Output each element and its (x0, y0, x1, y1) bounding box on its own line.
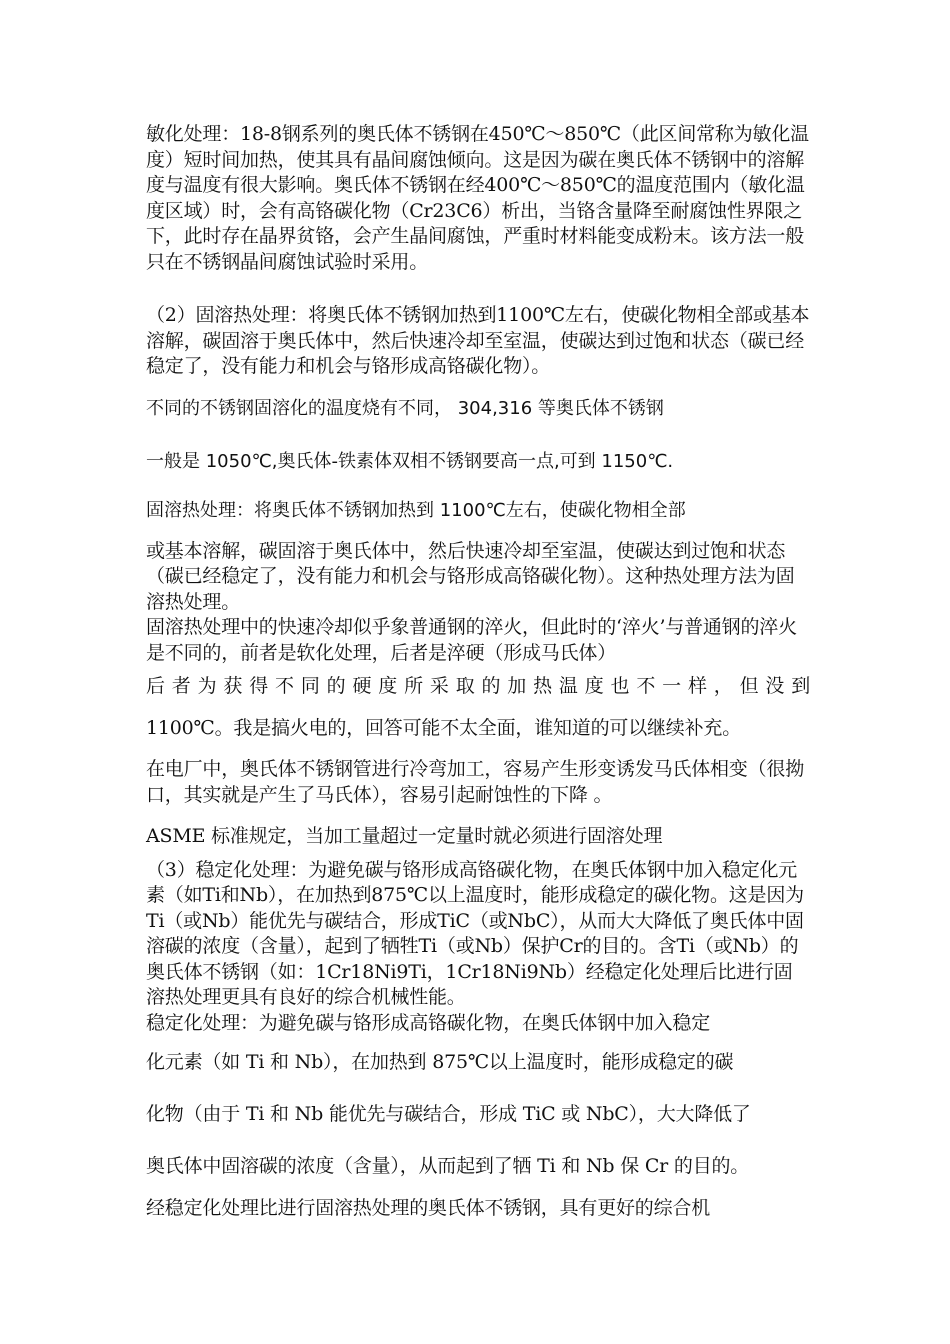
paragraph-thermal-power-note: 1100℃。我是搞火电的，回答可能不太全面，谁知道的可以继续补充。 (146, 716, 742, 739)
paragraph-heating-temperature: 后者为获得不同的硬度所采取的加热温度也不一样，但没到 (146, 675, 810, 697)
paragraph-sensitization: 敏化处理：18-8钢系列的奥氏体不锈钢在450℃～850℃（此区间常称为敏化温度）短时间加热，使其具有晶间腐蚀倾向。这是因为碳在奥氏体不锈钢中的溶解度与温度有很大影响。奥氏体不锈钢在经400℃～850℃的温度范围内（敏化温度区域）时，会有高铬碳化物（Cr23C6）析出，当铬含量降至耐腐蚀性界限之下，此时存在晶界贫铬，会产生晶间腐蚀，严重时材料能变成粉末。该方法一般只在不锈钢晶间腐蚀试验时采用。 (146, 123, 809, 273)
paragraph-stabilization-3: （3）稳定化处理：为避免碳与铬形成高铬碳化物，在奥氏体钢中加入稳定化元素（如Ti和Nb），在加热到875℃以上温度时，能形成稳定的碳化物。这是因为Ti（或Nb）能优先与碳结合，形成TiC（或NbC），从而大大降低了奥氏体中固溶碳的浓度（含量），起到了牺牲Ti（或Nb）保护Cr的目的。含Ti（或Nb）的奥氏体不锈钢（如：1Cr18Ni9Ti，1Cr18Ni9Nb）经稳定化处理后比进行固溶热处理更具有良好的综合机械性能。 (146, 858, 804, 1008)
paragraph-duplex-temperature: 一般是 1050℃,奥氏体-铁素体双相不锈钢要高一点,可到 1150℃. (146, 450, 674, 472)
paragraph-solution-definition-line1: 固溶热处理：将奥氏体不锈钢加热到 1100℃左右，使碳化物相全部 (146, 499, 686, 521)
paragraph-asme-standard: ASME 标准规定，当加工量超过一定量时就必须进行固溶处理 (146, 825, 663, 847)
paragraph-stabilization-line2: 化元素（如 Ti 和 Nb），在加热到 875℃以上温度时，能形成稳定的碳 (146, 1051, 734, 1073)
paragraph-stabilization-line3: 化物（由于 Ti 和 Nb 能优先与碳结合，形成 TiC 或 NbC），大大降低了 (146, 1103, 751, 1125)
paragraph-solution-treatment-2: （2）固溶热处理：将奥氏体不锈钢加热到1100℃左右，使碳化物相全部或基本溶解，碳固溶于奥氏体中，然后快速冷却至室温，使碳达到过饱和状态（碳已经稳定了，没有能力和机会与铬形成高铬碳化物）。 (146, 304, 810, 377)
paragraph-stabilization-line4: 奥氏体中固溶碳的浓度（含量），从而起到了牺 Ti 和 Nb 保 Cr 的目的。 (146, 1155, 750, 1177)
paragraph-stabilization-line5: 经稳定化处理比进行固溶热处理的奥氏体不锈钢，具有更好的综合机 (146, 1197, 711, 1219)
paragraph-cold-bending: 在电厂中，奥氏体不锈钢管进行冷弯加工，容易产生形变诱发马氏体相变（很拗口，其实就是产生了马氏体），容易引起耐蚀性的下降 。 (146, 758, 805, 806)
paragraph-stabilization-line1: 稳定化处理：为避免碳与铬形成高铬碳化物，在奥氏体钢中加入稳定 (146, 1011, 711, 1034)
paragraph-solution-temperature: 不同的不锈钢固溶化的温度烧有不同， 304,316 等奥氏体不锈钢 (146, 397, 664, 419)
document-page (146, 122, 810, 1225)
paragraph-quenching-comparison: 固溶热处理中的快速冷却似乎象普通钢的淬火，但此时的‘淬火’与普通钢的淬火是不同的，前者是软化处理，后者是淬硬（形成马氏体） (146, 616, 797, 664)
paragraph-solution-definition: 或基本溶解，碳固溶于奥氏体中，然后快速冷却至室温，使碳达到过饱和状态（碳已经稳定了，没有能力和机会与铬形成高铬碳化物）。这种热处理方法为固溶热处理。 (146, 539, 795, 613)
